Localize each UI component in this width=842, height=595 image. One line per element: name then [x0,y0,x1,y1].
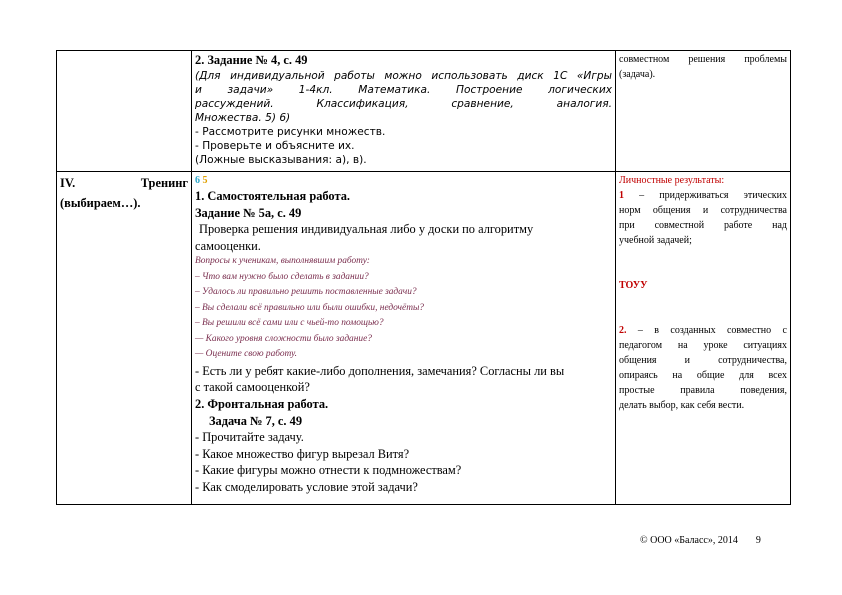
lesson-table [56,50,791,505]
note-line: (Для индивидуальной работы можно использовать диск 1С «Игры [195,69,612,82]
section-task: Задача № 7, с. 49 [209,413,303,428]
note-line: Множества. 5) 6) [195,111,291,124]
check-text: самооценки. [195,238,261,253]
extra-text: с такой самооценкой? [195,380,310,395]
stage-name: Тренинг [140,176,188,190]
stage-cell [57,51,192,172]
page-number: 9 [755,535,761,546]
question-item: — Какого уровня сложности было задание? [195,333,372,344]
result-text: общения и сотрудничества, [619,355,787,366]
check-text: Проверка решения индивидуальная либо у доски по алгоритму [199,222,534,237]
note-line: и задачи» 1-4кл. Математика. Построение логических [195,83,612,96]
note-line: рассуждений. Классификация, сравнение, аналогия. [195,97,612,110]
task-title: 2. Задание № 4, с. 49 [195,53,308,67]
list-item: - Рассмотрите рисунки множеств. [195,125,386,138]
section-title: 1. Самостоятельная работа. [195,189,350,203]
level-numbers [195,173,612,188]
questions-header: Вопросы к ученикам, выполнявшим работу: [195,256,370,267]
result-text [619,188,787,203]
list-item: - Проверьте и объясните их. [195,139,355,152]
activity-cell [192,172,616,505]
result-text: норм общения и сотрудничества [619,205,787,216]
copyright: © ООО «Баласс», 2014 [640,535,738,546]
result-number: 1 [619,190,624,201]
list-item: - Какое множество фигур вырезал Витя? [195,446,410,461]
result-text: при совместной работе над [619,220,787,231]
section-title: 2. Фронтальная работа. [195,397,329,412]
level-number: 5 [202,175,208,186]
result-text [619,323,787,338]
table-row [57,51,791,172]
results-header: Личностные результаты: [619,175,725,186]
result-text: делать выбор, как себя вести. [619,400,745,411]
list-item: - Как смоделировать условие этой задачи? [195,480,418,495]
level-number: 6 [195,175,200,186]
question-item: – Вы решили всё сами или с чьей-то помощью? [195,318,384,329]
stage-title [60,173,188,193]
question-item: — Оцените свою работу. [195,349,297,360]
list-item: - Какие фигуры можно отнести к подмножествам? [195,463,462,478]
page-footer [640,535,761,546]
result-text-part: – придерживаться этических [624,190,787,201]
result-text: (задача). [619,69,656,80]
results-cell [616,51,791,172]
result-text: простые правила поведения, [619,385,787,396]
stage-number: IV. [60,176,76,190]
table-row [57,172,791,505]
touu-label: ТОУУ [619,280,648,291]
question-item: – Удалось ли правильно решить поставленные задачи? [195,287,417,298]
result-text: учебной задачей; [619,235,692,246]
result-text: совместном решения проблемы [619,54,787,65]
result-text: опираясь на общие для всех [619,370,787,381]
extra-text: - Есть ли у ребят какие-либо дополнения, замечания? Согласны ли вы [195,363,565,378]
stage-subtitle: (выбираем…). [60,196,141,210]
question-item: – Что вам нужно было сделать в задании? [195,271,369,282]
question-item: – Вы сделали всё правильно или были ошибки, недочёты? [195,302,424,313]
result-text: педагогом на уроке ситуациях [619,340,787,351]
result-number: 2. [619,325,627,336]
activity-cell [192,51,616,172]
list-item: (Ложные высказывания: а), в). [195,153,367,166]
stage-cell [57,172,192,505]
result-text-part: – в созданных совместно с [626,325,787,336]
list-item: - Прочитайте задачу. [195,430,304,445]
section-task: Задание № 5а, с. 49 [195,205,302,220]
results-cell [616,172,791,505]
